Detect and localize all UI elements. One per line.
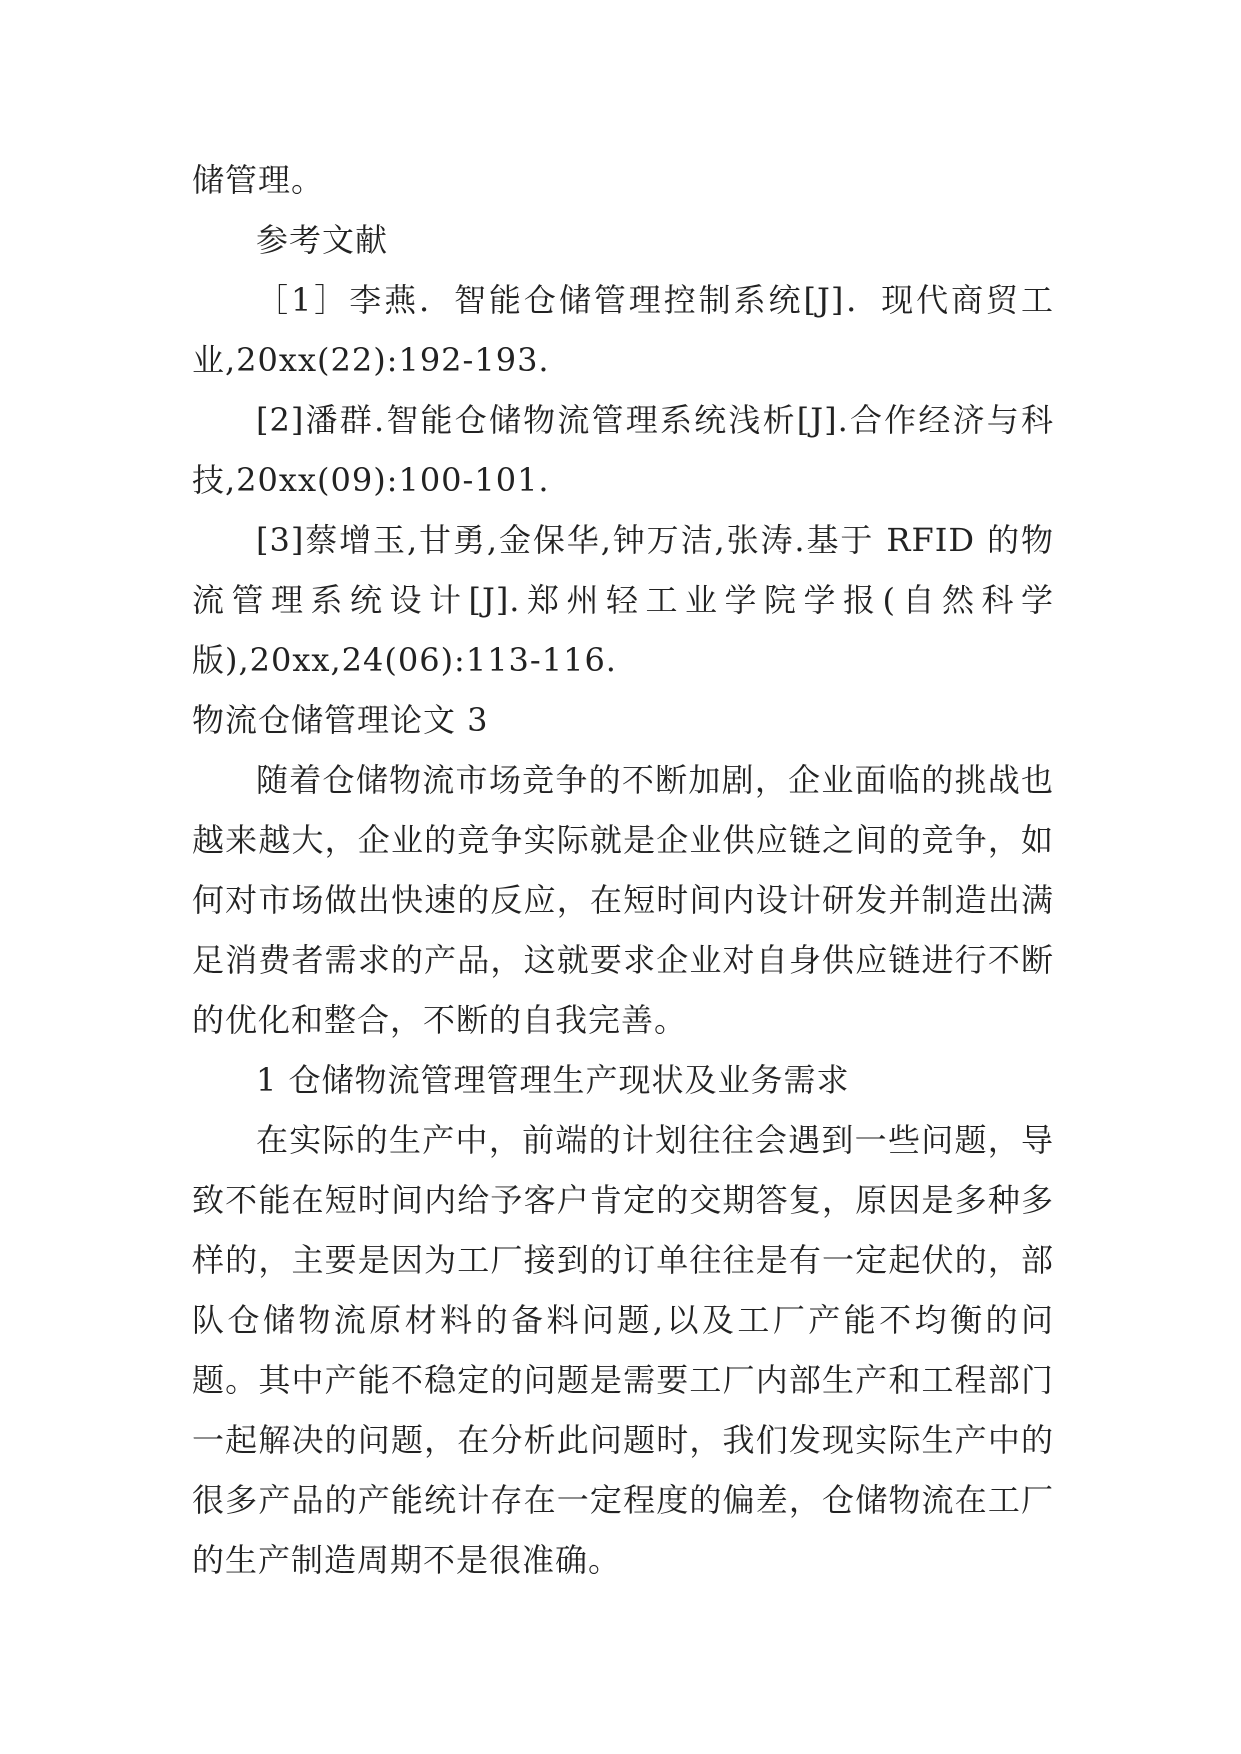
reference-item-3: [3]蔡增玉,甘勇,金保华,钟万洁,张涛.基于 RFID 的物流管理系统设计[J].郑州轻工业学院学报(自然科学版),20xx,24(06):113-116. — [192, 521, 1054, 679]
reference-item-2: [2]潘群.智能仓储物流管理系统浅析[J].合作经济与科技,20xx(09):100-101. — [192, 401, 1054, 499]
article-title: 物流仓储管理论文 3 — [192, 701, 489, 739]
reference-item-1: ［1］李燕．智能仓储管理控制系统[J]．现代商贸工业,20xx(22):192-193. — [192, 281, 1054, 379]
paragraph-body: 在实际的生产中，前端的计划往往会遇到一些问题，导致不能在短时间内给予客户肯定的交期答复，原因是多种多样的，主要是因为工厂接到的订单往往是有一定起伏的，部队仓储物流原材料的备料问题,以及工厂产能不均衡的问题。其中产能不稳定的问题是需要工厂内部生产和工程部门一起解决的问题，在分析此问题时，我们发现实际生产中的很多产品的产能统计存在一定程度的偏差，仓储物流在工厂的生产制造周期不是很准确。 — [192, 1121, 1054, 1579]
section-heading: 1 仓储物流管理管理生产现状及业务需求 — [256, 1061, 850, 1099]
paragraph-continuation: 储管理。 — [192, 161, 325, 199]
document-body — [192, 150, 1054, 1590]
references-heading: 参考文献 — [256, 221, 389, 259]
paragraph-intro: 随着仓储物流市场竞争的不断加剧，企业面临的挑战也越来越大，企业的竞争实际就是企业供应链之间的竞争，如何对市场做出快速的反应，在短时间内设计研发并制造出满足消费者需求的产品，这就要求企业对自身供应链进行不断的优化和整合，不断的自我完善。 — [192, 761, 1054, 1039]
